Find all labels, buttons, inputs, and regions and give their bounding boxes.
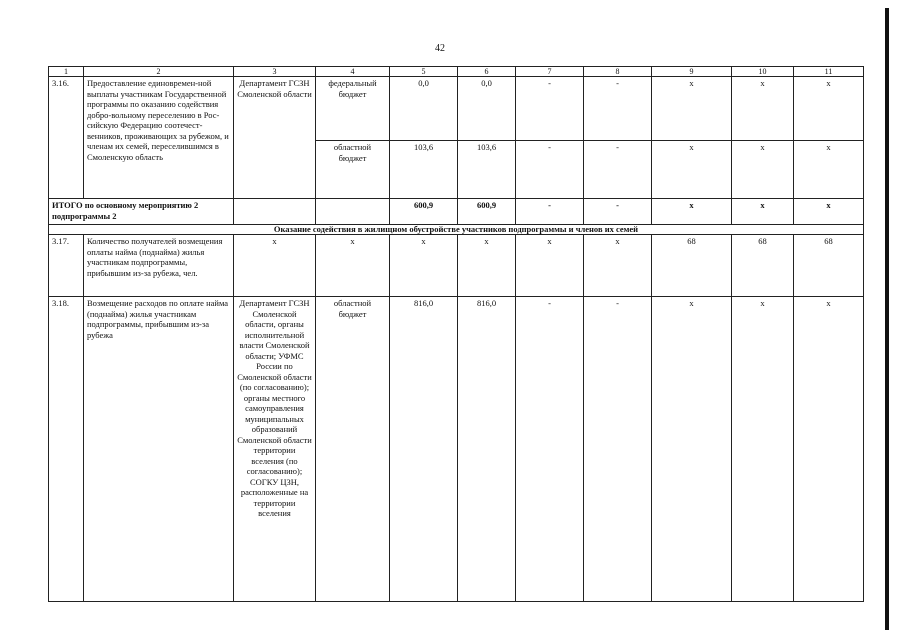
executor: Департамент ГСЗН Смоленской области, органы исполнительной власти Смоленской области; УФМС России по Смоленской области (по согласованию); органы местного самоуправления муниципальных образований Смоленской области территории вселения (по согласованию); СОГКУ ЦЗН, расположенные на территории вселения [234,297,316,602]
table-row [49,77,864,141]
value-cell: x [794,199,864,225]
column-number-row [49,67,864,77]
col-header-8: 8 [584,67,652,77]
col-header-4: 4 [316,67,390,77]
table-row [49,235,864,297]
executor: Департамент ГСЗН Смоленской области [234,77,316,199]
value-cell: 600,9 [458,199,516,225]
value-cell: - [516,141,584,199]
value-cell: 0,0 [390,77,458,141]
value-cell: - [584,141,652,199]
col-header-10: 10 [732,67,794,77]
section-row [49,225,864,235]
value-cell: x [458,235,516,297]
col-header-7: 7 [516,67,584,77]
funding-source: областной бюджет [316,297,390,602]
col-header-2: 2 [84,67,234,77]
funding-source: федеральный бюджет [316,77,390,141]
value-cell: x [732,141,794,199]
value-cell: 103,6 [390,141,458,199]
value-cell: 68 [652,235,732,297]
page-edge-bar [885,8,889,630]
value-cell: 816,0 [458,297,516,602]
col-header-9: 9 [652,67,732,77]
value-cell: x [794,77,864,141]
value-cell: - [516,297,584,602]
value-cell: x [732,77,794,141]
funding-source: областной бюджет [316,141,390,199]
col-header-5: 5 [390,67,458,77]
col-header-1: 1 [49,67,84,77]
col-header-6: 6 [458,67,516,77]
value-cell: x [794,141,864,199]
budget-table [48,66,864,602]
value-cell: - [584,297,652,602]
value-cell: x [390,235,458,297]
empty-cell [234,199,316,225]
row-number: 3.17. [49,235,84,297]
value-cell: x [234,235,316,297]
value-cell: x [732,199,794,225]
empty-cell [316,199,390,225]
total-label: ИТОГО по основному мероприятию 2 подпрограммы 2 [49,199,234,225]
measure-name: Возмещение расходов по оплате найма (поднайма) жилья участникам подпрограммы, прибывшим из-за рубежа [84,297,234,602]
value-cell: 600,9 [390,199,458,225]
value-cell: - [516,199,584,225]
col-header-3: 3 [234,67,316,77]
value-cell: 103,6 [458,141,516,199]
value-cell: 68 [794,235,864,297]
value-cell: - [516,77,584,141]
value-cell: 816,0 [390,297,458,602]
row-number: 3.16. [49,77,84,199]
total-row [49,199,864,225]
value-cell: x [732,297,794,602]
value-cell: x [584,235,652,297]
value-cell: 0,0 [458,77,516,141]
value-cell: - [584,199,652,225]
value-cell: x [794,297,864,602]
measure-name: Предоставление единовремен-ной выплаты участникам Государственной программы по оказанию содействия добро-вольному переселению в Рос-сийскую Федерацию соотечест-венников, проживающих за рубежом, и членам их семей, переселившимся в Смоленскую область [84,77,234,199]
value-cell: 68 [732,235,794,297]
section-title: Оказание содействия в жилищном обустройстве участников подпрограммы и членов их семей [49,225,864,235]
table-row [49,297,864,602]
value-cell: x [652,199,732,225]
value-cell: x [316,235,390,297]
value-cell: x [652,297,732,602]
value-cell: x [652,141,732,199]
col-header-11: 11 [794,67,864,77]
value-cell: x [652,77,732,141]
measure-name: Количество получателей возмещения оплаты найма (поднайма) жилья участникам подпрограммы, прибывшим из-за рубежа, чел. [84,235,234,297]
row-number: 3.18. [49,297,84,602]
page-number: 42 [435,43,445,54]
value-cell: - [584,77,652,141]
value-cell: x [516,235,584,297]
